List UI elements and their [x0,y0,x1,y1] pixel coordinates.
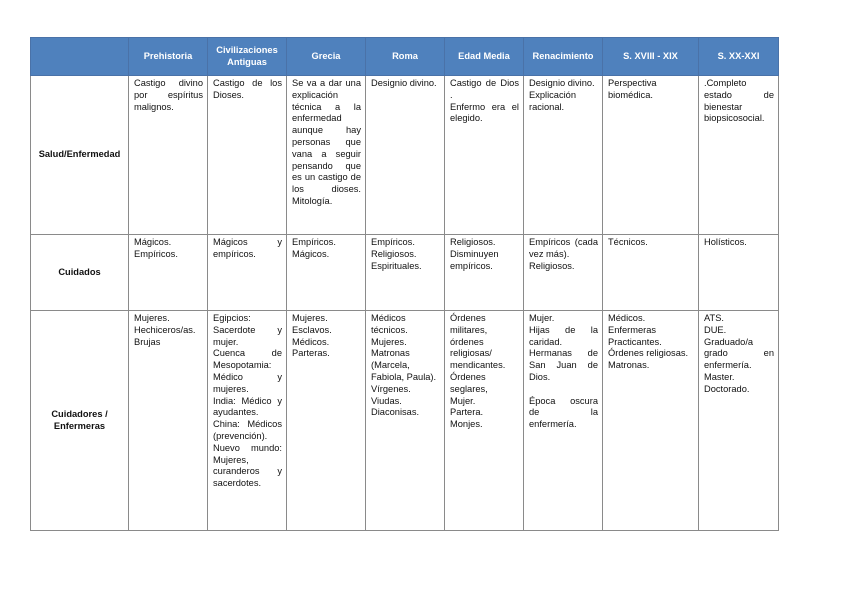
history-table [30,37,779,531]
header-corner [31,38,129,76]
header-s-xx-xxi: S. XX-XXI [699,38,779,76]
cell-text: Religiosos. Disminuyen empíricos. [450,237,499,271]
cell-text: Perspectiva biomédica. [608,78,657,100]
cell-text: Mágicos. Empíricos. [134,237,178,259]
row-label-salud-enfermedad: Salud/Enfermedad [31,76,129,235]
cell-text: Se va a dar una explicación técnica a la enfermedad aunque hay personas que vana a seguir pensando que es un castigo de los dioses. Mitología. [292,78,361,206]
table-cell [445,76,524,235]
cell-text: Mágicos y empíricos. [213,237,282,259]
table-cell [287,311,366,531]
header-edad-media: Edad Media [445,38,524,76]
table-cell [699,235,779,311]
table-row [31,235,779,311]
table-cell [129,235,208,311]
cell-text: Técnicos. [608,237,648,247]
row-label-cuidadores-enfermeras: Cuidadores / Enfermeras [31,311,129,531]
cell-text: Holísticos. [704,237,747,247]
table-cell [603,235,699,311]
table-cell [524,235,603,311]
cell-text: Mujer. Hijas de la caridad. Hermanas de San Juan de Dios. Época oscura de la enfermería. [529,313,598,430]
table-cell [366,311,445,531]
cell-text: Castigo de Dios . Enfermo era el elegido. [450,78,519,124]
table-cell [287,235,366,311]
cell-text: Empíricos. Mágicos. [292,237,336,259]
table-cell [524,76,603,235]
cell-text: Egipcios: Sacerdote y mujer. Cuenca de Mesopotamia: Médico y mujeres. India: Médico y ayudantes. China: Médicos (prevención). Nuevo mundo: Mujeres, curanderos y sacerdotes. [213,313,282,489]
table-cell [699,311,779,531]
header-civilizaciones-antiguas: Civilizaciones Antiguas [208,38,287,76]
table-cell [524,311,603,531]
table-cell [366,235,445,311]
table-cell [208,76,287,235]
header-renacimiento: Renacimiento [524,38,603,76]
header-grecia: Grecia [287,38,366,76]
table-cell [129,76,208,235]
header-prehistoria: Prehistoria [129,38,208,76]
cell-text: ATS. DUE. Graduado/a grado en enfermería. Master. Doctorado. [704,313,774,394]
cell-text: Designio divino. Explicación racional. [529,78,595,112]
table-cell [129,311,208,531]
cell-text: Designio divino. [371,78,437,88]
table-row [31,311,779,531]
table-cell [603,76,699,235]
cell-text: Órdenes militares, órdenes religiosas/ mendicantes. Órdenes seglares, Mujer. Partera. Monjes. [450,313,506,430]
cell-text: Médicos técnicos. Mujeres. Matronas (Marcela, Fabiola, Paula). Vírgenes. Viudas. Diaconisas. [371,313,437,418]
cell-text: Mujeres. Esclavos. Médicos. Parteras. [292,313,332,359]
table-cell [699,76,779,235]
header-roma: Roma [366,38,445,76]
cell-text: .Completo estado de bienestar biopsicosocial. [704,78,774,124]
table-cell [445,235,524,311]
header-s-xviii-xix: S. XVIII - XIX [603,38,699,76]
cell-text: Médicos. Enfermeras Practicantes. Órdenes religiosas. Matronas. [608,313,689,371]
cell-text: Mujeres. Hechiceros/as. Brujas [134,313,196,347]
table-cell [208,311,287,531]
table-cell [287,76,366,235]
table-cell [208,235,287,311]
table-cell [603,311,699,531]
table-cell [445,311,524,531]
table-cell [366,76,445,235]
header-row [31,38,779,76]
cell-text: Empíricos (cada vez más). Religiosos. [529,237,598,271]
cell-text: Castigo de los Dioses. [213,78,282,100]
row-label-cuidados: Cuidados [31,235,129,311]
cell-text: Empíricos. Religiosos. Espirituales. [371,237,422,271]
table-row [31,76,779,235]
cell-text: Castigo divino por espíritus malignos. [134,78,203,112]
